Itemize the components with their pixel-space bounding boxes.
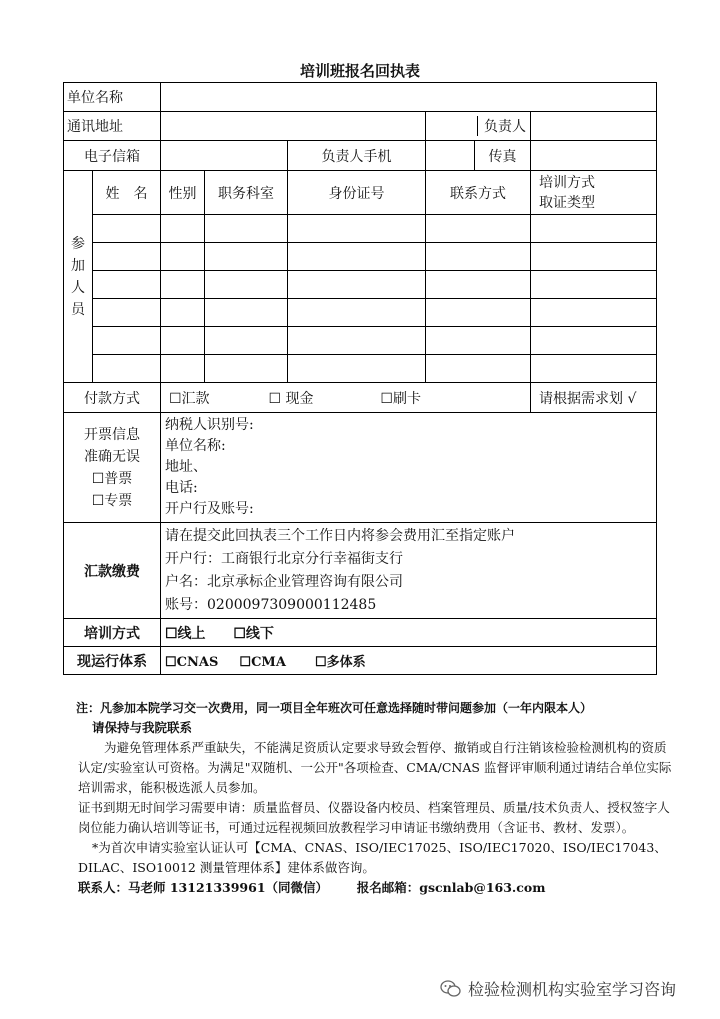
unit-name-field[interactable]: [161, 83, 657, 112]
remittance-line-3: 户名：北京承标企业管理咨询有限公司: [165, 573, 403, 590]
participant-cell[interactable]: [205, 355, 288, 383]
notes-para-2: 证书到期无时间学习需要申请：质量监督员、仪器设备内校员、档案管理员、质量/技术负责人、授权签字人岗位能力确认培训等证书，可通过远程视频回放教程学习申请证书缴纳费用（含证书、教材、发票）。: [78, 800, 670, 835]
participant-cell[interactable]: [93, 243, 161, 271]
payment-options: [161, 383, 531, 413]
participant-cell[interactable]: [426, 299, 531, 327]
invoice-address-field[interactable]: 地址、: [165, 459, 207, 475]
payment-remit-checkbox[interactable]: ☐汇款: [169, 390, 210, 407]
participants-char-3: 人: [71, 279, 85, 296]
participant-cell[interactable]: [531, 271, 657, 299]
participant-cell[interactable]: [161, 243, 205, 271]
person-in-charge-field[interactable]: [531, 112, 657, 141]
col-training-header: [531, 171, 657, 215]
training-mode-label: 培训方式: [64, 619, 161, 647]
col-gender-header: 性别: [161, 171, 205, 215]
person-phone-label: 负责人手机: [288, 141, 426, 171]
table-row: [64, 271, 657, 299]
participant-cell[interactable]: [93, 215, 161, 243]
wechat-icon: [440, 979, 462, 999]
payment-cash-checkbox[interactable]: ☐ 现金: [268, 390, 314, 407]
invoice-phone-field[interactable]: 电话:: [165, 480, 198, 496]
participant-cell[interactable]: [288, 327, 426, 355]
participant-cell[interactable]: [205, 299, 288, 327]
remittance-info: [161, 523, 657, 619]
participant-cell[interactable]: [288, 355, 426, 383]
participant-cell[interactable]: [288, 243, 426, 271]
participants-label: [64, 171, 93, 383]
training-online-checkbox[interactable]: ☐线上: [165, 625, 206, 642]
contact-person: 联系人：马老师 13121339961（同微信）: [78, 880, 329, 895]
training-offline-checkbox[interactable]: ☐线下: [233, 625, 274, 642]
participant-cell[interactable]: [426, 355, 531, 383]
notes-contact-line: [78, 878, 678, 898]
participant-cell[interactable]: [161, 299, 205, 327]
participant-cell[interactable]: [161, 215, 205, 243]
invoice-normal-checkbox[interactable]: ☐普票: [91, 470, 133, 487]
col-training-header-line2: 取证类型: [539, 194, 595, 211]
notes-line-2: 请保持与我院联系: [92, 720, 193, 735]
training-mode-options: [161, 619, 657, 647]
invoice-special-checkbox[interactable]: ☐专票: [91, 492, 133, 509]
address-label: 通讯地址: [64, 112, 161, 141]
registration-form: [63, 82, 657, 675]
notes-para-3: *为首次申请实验室认证认可【CMA、CNAS、ISO/IEC17025、ISO/IEC17020、ISO/IEC17043、DILAC、ISO10012 测量管理体系】建体系做咨询。: [78, 840, 667, 875]
remittance-line-2: 开户行：工商银行北京分行幸福街支行: [165, 550, 403, 567]
notes-line-1: 注：凡参加本院学习交一次费用，同一项目全年班次可任意选择随时带问题参加（一年内限本人）: [76, 701, 593, 715]
participants-char-1: 参: [71, 235, 85, 252]
watermark: [440, 977, 676, 1000]
participant-cell[interactable]: [288, 299, 426, 327]
participant-cell[interactable]: [161, 327, 205, 355]
remittance-line-4: 账号：0200097309000112485: [165, 596, 377, 613]
system-label: 现运行体系: [64, 647, 161, 675]
participant-cell[interactable]: [531, 299, 657, 327]
person-in-charge-label: [426, 112, 531, 141]
participant-cell[interactable]: [426, 243, 531, 271]
notes-para-1: 为避免管理体系严重缺失，不能满足资质认定要求导致会暂停、撤销或自行注销该检验检测机构的资质认定/实验室认可资格。为满足"双随机、一公开"各项检查、CMA/CNAS 监督评审顺利通过请结合单位实际培训需求，能积极选派人员参加。: [78, 740, 672, 795]
col-id-header: 身份证号: [288, 171, 426, 215]
email-label: 电子信箱: [64, 141, 161, 171]
table-row: [64, 243, 657, 271]
participant-cell[interactable]: [426, 327, 531, 355]
participant-cell[interactable]: [531, 215, 657, 243]
participant-cell[interactable]: [531, 355, 657, 383]
participant-cell[interactable]: [93, 271, 161, 299]
page-title: 培训班报名回执表: [299, 62, 420, 80]
participants-char-2: 加: [71, 257, 85, 274]
tax-id-field[interactable]: 纳税人识别号:: [165, 417, 254, 433]
participant-cell[interactable]: [531, 243, 657, 271]
person-in-charge-text: 负责人: [477, 116, 526, 136]
invoice-fields: [161, 413, 657, 523]
participant-cell[interactable]: [288, 215, 426, 243]
remittance-line-1: 请在提交此回执表三个工作日内将参会费用汇至指定账户: [165, 527, 515, 544]
participant-cell[interactable]: [93, 327, 161, 355]
participant-cell[interactable]: [161, 271, 205, 299]
participant-cell[interactable]: [93, 299, 161, 327]
participant-cell[interactable]: [531, 327, 657, 355]
participant-cell[interactable]: [161, 355, 205, 383]
participant-cell[interactable]: [205, 271, 288, 299]
remittance-label: 汇款缴费: [64, 523, 161, 619]
col-contact-header: 联系方式: [426, 171, 531, 215]
participant-cell[interactable]: [93, 355, 161, 383]
person-phone-field[interactable]: [426, 141, 474, 170]
fax-cell: [426, 141, 531, 171]
watermark-text: 检验检测机构实验室学习咨询: [468, 980, 677, 999]
bank-account-field[interactable]: 开户行及账号:: [165, 501, 254, 517]
invoice-unit-field[interactable]: 单位名称:: [165, 438, 226, 454]
table-row: [64, 215, 657, 243]
unit-name-label: 单位名称: [64, 83, 161, 112]
participant-cell[interactable]: [426, 271, 531, 299]
table-row: [64, 327, 657, 355]
email-field[interactable]: [161, 141, 288, 171]
table-row: [64, 355, 657, 383]
system-cma-checkbox[interactable]: ☐CMA: [239, 655, 286, 670]
fax-field[interactable]: [531, 141, 657, 171]
participant-cell[interactable]: [426, 215, 531, 243]
system-cnas-checkbox[interactable]: ☐CNAS: [165, 655, 219, 670]
notes-section: [78, 698, 678, 898]
payment-label: 付款方式: [64, 383, 161, 413]
participant-cell[interactable]: [205, 243, 288, 271]
fax-label: 传真: [474, 141, 530, 170]
signup-email[interactable]: 报名邮箱：gscnlab@163.com: [356, 880, 546, 895]
participant-cell[interactable]: [288, 271, 426, 299]
table-row: [64, 299, 657, 327]
col-position-header: 职务科室: [205, 171, 288, 215]
system-options: [161, 647, 657, 675]
invoice-label: [64, 413, 161, 523]
system-multi-checkbox[interactable]: ☐多体系: [314, 655, 366, 670]
invoice-label-line2: 准确无误: [84, 448, 140, 465]
payment-card-checkbox[interactable]: ☐刷卡: [380, 390, 421, 407]
payment-note: 请根据需求划 √: [531, 383, 657, 413]
participant-cell[interactable]: [205, 215, 288, 243]
participants-char-4: 员: [71, 301, 85, 318]
col-training-header-line1: 培训方式: [539, 174, 595, 191]
invoice-label-line1: 开票信息: [84, 426, 140, 443]
address-field[interactable]: [161, 112, 426, 141]
participant-cell[interactable]: [205, 327, 288, 355]
col-name-header: 姓 名: [93, 171, 161, 215]
